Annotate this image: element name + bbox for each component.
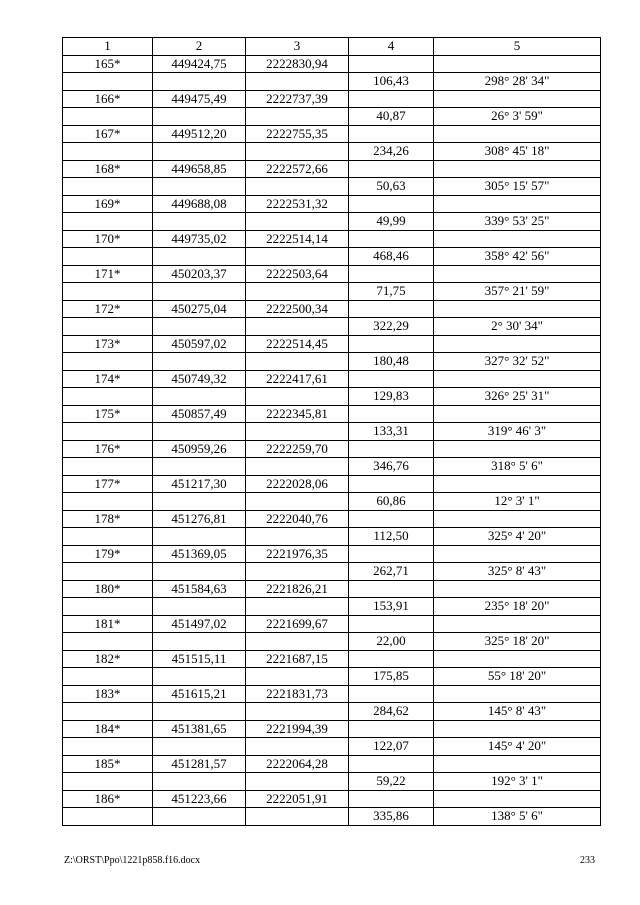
table-cell: 339° 53' 25": [434, 213, 601, 231]
table-cell: 173*: [63, 335, 153, 353]
table-cell: [246, 703, 349, 721]
table-cell: 325° 18' 20": [434, 633, 601, 651]
table-row: [63, 335, 601, 353]
table-cell: [63, 248, 153, 266]
table-cell: 2221687,15: [246, 650, 349, 668]
table-cell: 177*: [63, 475, 153, 493]
table-cell: [349, 405, 434, 423]
footer-file-path: Z:\ORST\Ppo\1221p858.f16.docx: [64, 855, 201, 866]
table-cell: [246, 493, 349, 511]
table-cell: 60,86: [349, 493, 434, 511]
table-cell: [246, 528, 349, 546]
table-row: [63, 668, 601, 686]
table-cell: 326° 25' 31": [434, 388, 601, 406]
table-cell: [246, 388, 349, 406]
table-cell: [63, 668, 153, 686]
table-cell: 106,43: [349, 73, 434, 91]
table-row: [63, 615, 601, 633]
table-cell: 40,87: [349, 108, 434, 126]
table-cell: 12° 3' 1": [434, 493, 601, 511]
table-cell: [63, 773, 153, 791]
footer-page-number: 233: [580, 855, 595, 866]
table-cell: [349, 160, 434, 178]
table-cell: [434, 125, 601, 143]
table-row: [63, 283, 601, 301]
table-row: [63, 528, 601, 546]
table-cell: 358° 42' 56": [434, 248, 601, 266]
table-cell: 319° 46' 3": [434, 423, 601, 441]
table-cell: [63, 73, 153, 91]
table-cell: 2222514,14: [246, 230, 349, 248]
table-cell: 450597,02: [153, 335, 246, 353]
table-cell: [434, 265, 601, 283]
table-row: [63, 755, 601, 773]
table-cell: 133,31: [349, 423, 434, 441]
table-row: [63, 108, 601, 126]
table-cell: 170*: [63, 230, 153, 248]
table-cell: 172*: [63, 300, 153, 318]
table-cell: [63, 108, 153, 126]
table-cell: 298° 28' 34": [434, 73, 601, 91]
table-cell: [349, 650, 434, 668]
table-cell: 2222514,45: [246, 335, 349, 353]
table-cell: [434, 545, 601, 563]
table-cell: 450203,37: [153, 265, 246, 283]
table-cell: 235° 18' 20": [434, 598, 601, 616]
table-cell: [63, 388, 153, 406]
table-cell: [63, 563, 153, 581]
table-cell: 145° 8' 43": [434, 703, 601, 721]
table-cell: [63, 178, 153, 196]
table-cell: 2222503,64: [246, 265, 349, 283]
table-cell: [349, 755, 434, 773]
table-cell: [434, 55, 601, 73]
table-cell: [153, 493, 246, 511]
table-row: [63, 55, 601, 73]
table-cell: [434, 720, 601, 738]
table-cell: 179*: [63, 545, 153, 563]
table-cell: [349, 510, 434, 528]
table-cell: [63, 633, 153, 651]
table-cell: [349, 475, 434, 493]
table-cell: 112,50: [349, 528, 434, 546]
table-cell: 2222755,35: [246, 125, 349, 143]
table-cell: [246, 248, 349, 266]
table-cell: 2222417,61: [246, 370, 349, 388]
table-row: [63, 580, 601, 598]
table-cell: [246, 738, 349, 756]
table-row: [63, 598, 601, 616]
table-cell: [63, 283, 153, 301]
table-row: [63, 458, 601, 476]
table-row: [63, 808, 601, 826]
table-row: [63, 545, 601, 563]
table-row: [63, 300, 601, 318]
table-cell: 2222345,81: [246, 405, 349, 423]
table-row: [63, 248, 601, 266]
table-cell: [434, 370, 601, 388]
table-cell: [434, 685, 601, 703]
table-cell: [434, 335, 601, 353]
table-cell: [153, 388, 246, 406]
table-cell: [349, 545, 434, 563]
table-cell: [434, 300, 601, 318]
table-row: [63, 633, 601, 651]
table-cell: [63, 353, 153, 371]
table-cell: [349, 230, 434, 248]
table-cell: [349, 265, 434, 283]
table-cell: [246, 598, 349, 616]
table-cell: 129,83: [349, 388, 434, 406]
table-cell: 174*: [63, 370, 153, 388]
table-cell: 2222028,06: [246, 475, 349, 493]
table-cell: 305° 15' 57": [434, 178, 601, 196]
table-cell: 451515,11: [153, 650, 246, 668]
table-cell: 451584,63: [153, 580, 246, 598]
table-row: [63, 213, 601, 231]
table-cell: 122,07: [349, 738, 434, 756]
table-cell: 153,91: [349, 598, 434, 616]
table-cell: [349, 720, 434, 738]
table-cell: [153, 528, 246, 546]
table-cell: [153, 318, 246, 336]
table-cell: [246, 283, 349, 301]
column-header: 4: [349, 38, 434, 56]
table-cell: [434, 405, 601, 423]
table-cell: [434, 790, 601, 808]
table-cell: [63, 598, 153, 616]
table-cell: 2222531,32: [246, 195, 349, 213]
table-cell: 186*: [63, 790, 153, 808]
coordinates-table: [62, 37, 601, 826]
table-cell: 183*: [63, 685, 153, 703]
table-cell: 22,00: [349, 633, 434, 651]
table-cell: 262,71: [349, 563, 434, 581]
table-cell: [349, 790, 434, 808]
table-row: [63, 720, 601, 738]
table-cell: [153, 458, 246, 476]
table-row: [63, 773, 601, 791]
table-cell: 26° 3' 59": [434, 108, 601, 126]
table-row: [63, 685, 601, 703]
table-cell: 449475,49: [153, 90, 246, 108]
table-cell: [63, 703, 153, 721]
table-cell: 451217,30: [153, 475, 246, 493]
table-cell: [246, 773, 349, 791]
table-row: [63, 178, 601, 196]
table-cell: 166*: [63, 90, 153, 108]
table-row: [63, 90, 601, 108]
table-cell: 325° 8' 43": [434, 563, 601, 581]
table-cell: [153, 423, 246, 441]
column-header: 3: [246, 38, 349, 56]
table-row: [63, 125, 601, 143]
table-cell: [246, 353, 349, 371]
table-cell: 357° 21' 59": [434, 283, 601, 301]
table-cell: [434, 615, 601, 633]
table-cell: 451381,65: [153, 720, 246, 738]
table-row: [63, 650, 601, 668]
table-row: [63, 265, 601, 283]
table-cell: 449424,75: [153, 55, 246, 73]
table-cell: [434, 580, 601, 598]
table-cell: [246, 318, 349, 336]
table-cell: [63, 528, 153, 546]
column-header: 1: [63, 38, 153, 56]
table-cell: 171*: [63, 265, 153, 283]
table-cell: [349, 580, 434, 598]
table-cell: 2221699,67: [246, 615, 349, 633]
table-cell: [153, 108, 246, 126]
table-row: [63, 510, 601, 528]
table-cell: [349, 615, 434, 633]
table-cell: 2221831,73: [246, 685, 349, 703]
table-cell: 50,63: [349, 178, 434, 196]
table-cell: 2221994,39: [246, 720, 349, 738]
table-cell: [153, 213, 246, 231]
table-row: [63, 738, 601, 756]
table-cell: 2° 30' 34": [434, 318, 601, 336]
table-cell: 192° 3' 1": [434, 773, 601, 791]
table-cell: 2222040,76: [246, 510, 349, 528]
table-header-row: [63, 38, 601, 56]
table-cell: [246, 423, 349, 441]
table-cell: [349, 440, 434, 458]
table-cell: [153, 563, 246, 581]
table-cell: [246, 808, 349, 826]
table-cell: 2222051,91: [246, 790, 349, 808]
table-cell: 322,29: [349, 318, 434, 336]
table-row: [63, 318, 601, 336]
table-cell: 450275,04: [153, 300, 246, 318]
table-cell: 449688,08: [153, 195, 246, 213]
table-cell: [153, 808, 246, 826]
table-cell: 451497,02: [153, 615, 246, 633]
table-cell: 451615,21: [153, 685, 246, 703]
table-cell: 2222259,70: [246, 440, 349, 458]
table-cell: 449512,20: [153, 125, 246, 143]
table-cell: [246, 213, 349, 231]
table-row: [63, 440, 601, 458]
table-cell: 2222064,28: [246, 755, 349, 773]
table-cell: 449658,85: [153, 160, 246, 178]
table-cell: [434, 440, 601, 458]
table-cell: 449735,02: [153, 230, 246, 248]
table-cell: [246, 563, 349, 581]
table-row: [63, 143, 601, 161]
table-cell: [349, 90, 434, 108]
table-cell: 2221976,35: [246, 545, 349, 563]
table-cell: 165*: [63, 55, 153, 73]
table-cell: 175*: [63, 405, 153, 423]
table-cell: 168*: [63, 160, 153, 178]
table-cell: [349, 335, 434, 353]
table-cell: 325° 4' 20": [434, 528, 601, 546]
table-cell: [246, 668, 349, 686]
table-cell: 450959,26: [153, 440, 246, 458]
table-row: [63, 405, 601, 423]
table-cell: [153, 703, 246, 721]
table-cell: 167*: [63, 125, 153, 143]
table-cell: 169*: [63, 195, 153, 213]
table-cell: [153, 73, 246, 91]
table-cell: [63, 738, 153, 756]
table-cell: [349, 685, 434, 703]
table-cell: [434, 230, 601, 248]
table-cell: [153, 283, 246, 301]
table-cell: 2222500,34: [246, 300, 349, 318]
table-cell: 182*: [63, 650, 153, 668]
table-cell: 308° 45' 18": [434, 143, 601, 161]
table-cell: [246, 108, 349, 126]
table-cell: [434, 650, 601, 668]
table-row: [63, 703, 601, 721]
table-cell: 184*: [63, 720, 153, 738]
table-cell: [246, 458, 349, 476]
table-cell: 181*: [63, 615, 153, 633]
table-cell: 346,76: [349, 458, 434, 476]
table-cell: [246, 143, 349, 161]
table-cell: [246, 73, 349, 91]
table-cell: 2222572,66: [246, 160, 349, 178]
table-cell: 318° 5' 6": [434, 458, 601, 476]
table-cell: [153, 143, 246, 161]
table-cell: [434, 90, 601, 108]
table-cell: 451369,05: [153, 545, 246, 563]
table-cell: 450857,49: [153, 405, 246, 423]
table-cell: [153, 773, 246, 791]
table-cell: [63, 458, 153, 476]
column-header: 5: [434, 38, 601, 56]
table-cell: [349, 195, 434, 213]
table-cell: [63, 493, 153, 511]
table-cell: 327° 32' 52": [434, 353, 601, 371]
table-cell: 138° 5' 6": [434, 808, 601, 826]
column-header: 2: [153, 38, 246, 56]
table-row: [63, 370, 601, 388]
table-cell: [349, 125, 434, 143]
table-cell: [349, 300, 434, 318]
table-cell: 185*: [63, 755, 153, 773]
table-cell: 2222830,94: [246, 55, 349, 73]
table-cell: [153, 178, 246, 196]
table-cell: 175,85: [349, 668, 434, 686]
table-cell: 180,48: [349, 353, 434, 371]
table-cell: [434, 475, 601, 493]
table-cell: [349, 370, 434, 388]
table-cell: [153, 598, 246, 616]
table-cell: 284,62: [349, 703, 434, 721]
table-cell: 49,99: [349, 213, 434, 231]
table-cell: [63, 423, 153, 441]
table-cell: [63, 143, 153, 161]
table-cell: [434, 755, 601, 773]
table-row: [63, 423, 601, 441]
table-cell: 451223,66: [153, 790, 246, 808]
table-cell: 59,22: [349, 773, 434, 791]
table-row: [63, 353, 601, 371]
table-row: [63, 790, 601, 808]
table-cell: [434, 160, 601, 178]
table-cell: 55° 18' 20": [434, 668, 601, 686]
table-cell: 180*: [63, 580, 153, 598]
table-row: [63, 388, 601, 406]
table-cell: 176*: [63, 440, 153, 458]
table-row: [63, 563, 601, 581]
table-cell: [153, 353, 246, 371]
table-cell: 450749,32: [153, 370, 246, 388]
table-cell: 71,75: [349, 283, 434, 301]
table-cell: [153, 738, 246, 756]
table-cell: 234,26: [349, 143, 434, 161]
table-row: [63, 195, 601, 213]
table-cell: [349, 55, 434, 73]
table-cell: [246, 178, 349, 196]
table-cell: [63, 213, 153, 231]
table-cell: [434, 195, 601, 213]
table-row: [63, 493, 601, 511]
table-cell: [153, 668, 246, 686]
table-cell: [434, 510, 601, 528]
table-row: [63, 475, 601, 493]
table-cell: 451281,57: [153, 755, 246, 773]
table-cell: [153, 633, 246, 651]
table-cell: 2222737,39: [246, 90, 349, 108]
table-cell: [153, 248, 246, 266]
table-cell: 335,86: [349, 808, 434, 826]
table-row: [63, 160, 601, 178]
table-cell: [246, 633, 349, 651]
table-cell: 178*: [63, 510, 153, 528]
table-cell: 2221826,21: [246, 580, 349, 598]
table-cell: 145° 4' 20": [434, 738, 601, 756]
table-cell: [63, 808, 153, 826]
table-row: [63, 230, 601, 248]
table-cell: 451276,81: [153, 510, 246, 528]
table-cell: [63, 318, 153, 336]
table-cell: 468,46: [349, 248, 434, 266]
table-row: [63, 73, 601, 91]
